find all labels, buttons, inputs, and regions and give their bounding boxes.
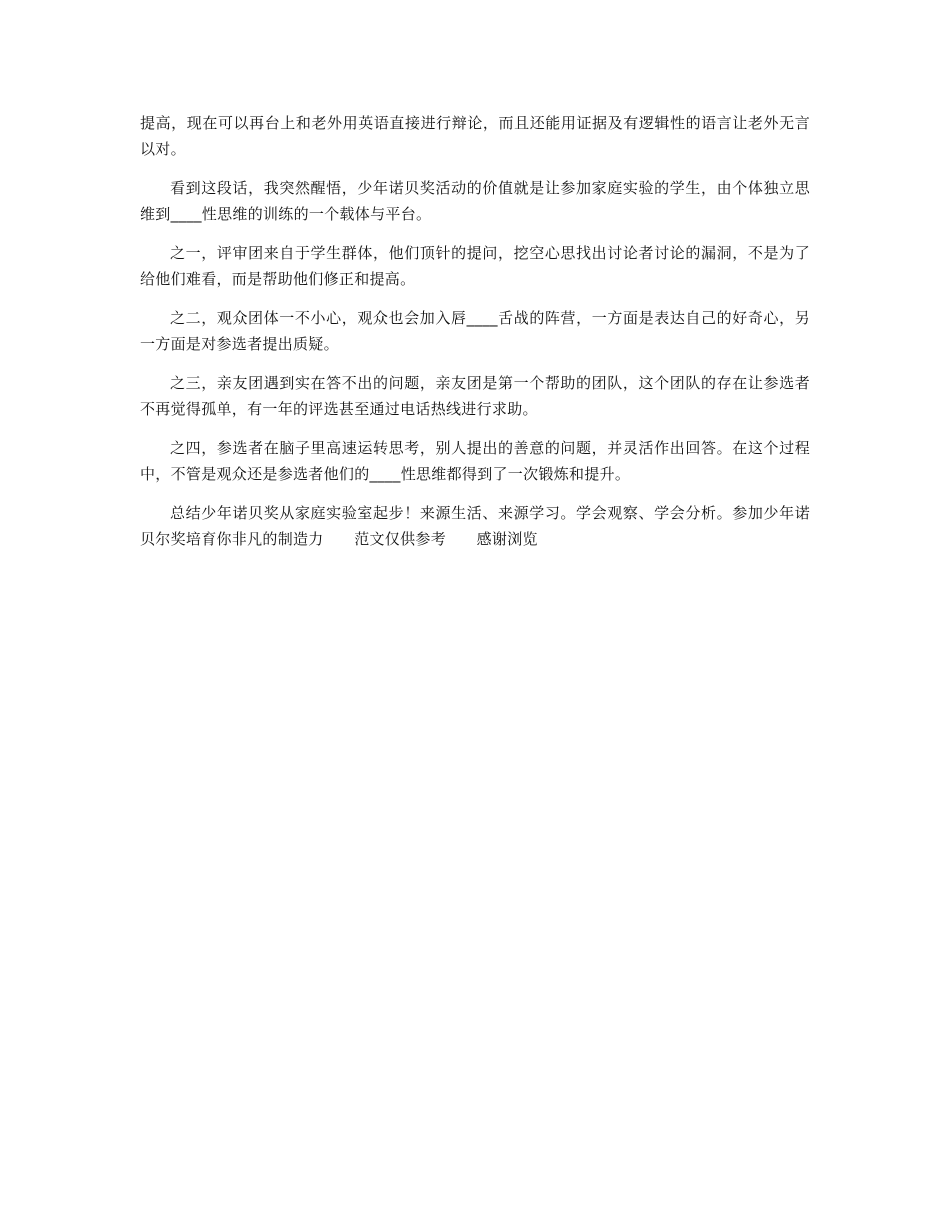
paragraph-summary: 总结少年诺贝奖从家庭实验室起步！来源生活、来源学习。学会观察、学会分析。参加少年诺贝尔奖培育你非凡的制造力 范文仅供参考 感谢浏览 xyxy=(140,504,810,548)
paragraph-point-one: 之一，评审团来自于学生群体，他们顶针的提问，挖空心思找出讨论者讨论的漏洞，不是为了给他们难看，而是帮助他们修正和提高。 xyxy=(140,244,810,288)
paragraph-point-four: 之四，参选者在脑子里高速运转思考，别人提出的善意的问题，并灵活作出回答。在这个过程中，不管是观众还是参选者他们的____性思维都得到了一次锻炼和提升。 xyxy=(140,439,810,483)
paragraph-point-two: 之二，观众团体一不小心，观众也会加入唇____舌战的阵营，一方面是表达自己的好奇心，另一方面是对参选者提出质疑。 xyxy=(140,309,810,353)
paragraph-point-three: 之三，亲友团遇到实在答不出的问题，亲友团是第一个帮助的团队，这个团队的存在让参选者不再觉得孤单，有一年的评选甚至通过电话热线进行求助。 xyxy=(140,374,810,418)
paragraph-continuation: 提高，现在可以再台上和老外用英语直接进行辩论，而且还能用证据及有逻辑性的语言让老外无言以对。 xyxy=(140,114,810,158)
document-body xyxy=(140,110,810,565)
paragraph-realization: 看到这段话，我突然醒悟，少年诺贝奖活动的价值就是让参加家庭实验的学生，由个体独立思维到____性思维的训练的一个载体与平台。 xyxy=(140,179,810,223)
